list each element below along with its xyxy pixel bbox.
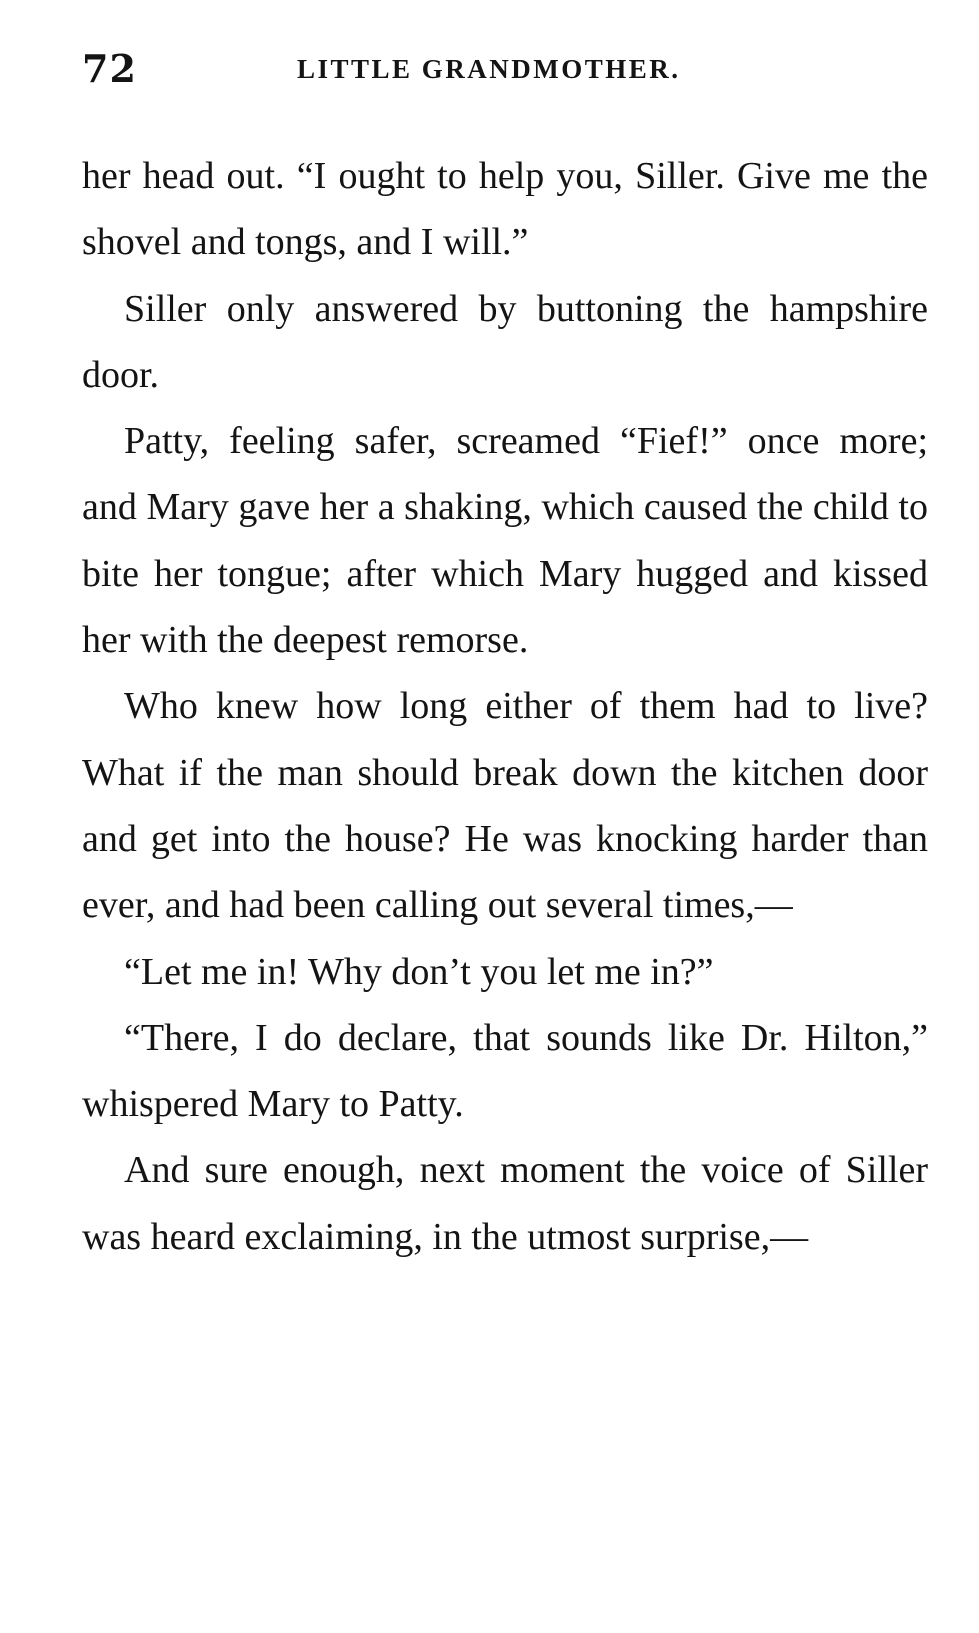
paragraph: Siller only answered by buttoning the hampshire door.: [82, 287, 928, 396]
body-text: [82, 143, 928, 1270]
paragraph: Who knew how long either of them had to live? What if the man should break down the kitchen door and get into the house? He was knocking harder than ever, and had been calling out several times,—: [82, 685, 928, 927]
paragraph: “Let me in! Why don’t you let me in?”: [124, 950, 714, 993]
paragraph: “There, I do declare, that sounds like Dr. Hilton,” whispered Mary to Patty.: [82, 1016, 928, 1126]
paragraph-continued: her head out. “I ought to help you, Siller. Give me the shovel and tongs, and I will.”: [82, 155, 928, 264]
paragraph: Patty, feeling safer, screamed “Fief!” once more; and Mary gave her a shaking, which caused the child to bite her tongue; after which Mary hugged and kissed her with the deepest remorse.: [82, 420, 928, 662]
page-number: 72: [82, 46, 137, 91]
paragraph: And sure enough, next moment the voice of Siller was heard exclaiming, in the utmost surprise,—: [82, 1149, 928, 1258]
running-head: LITTLE GRANDMOTHER.: [297, 54, 681, 84]
page-header: [82, 44, 942, 94]
